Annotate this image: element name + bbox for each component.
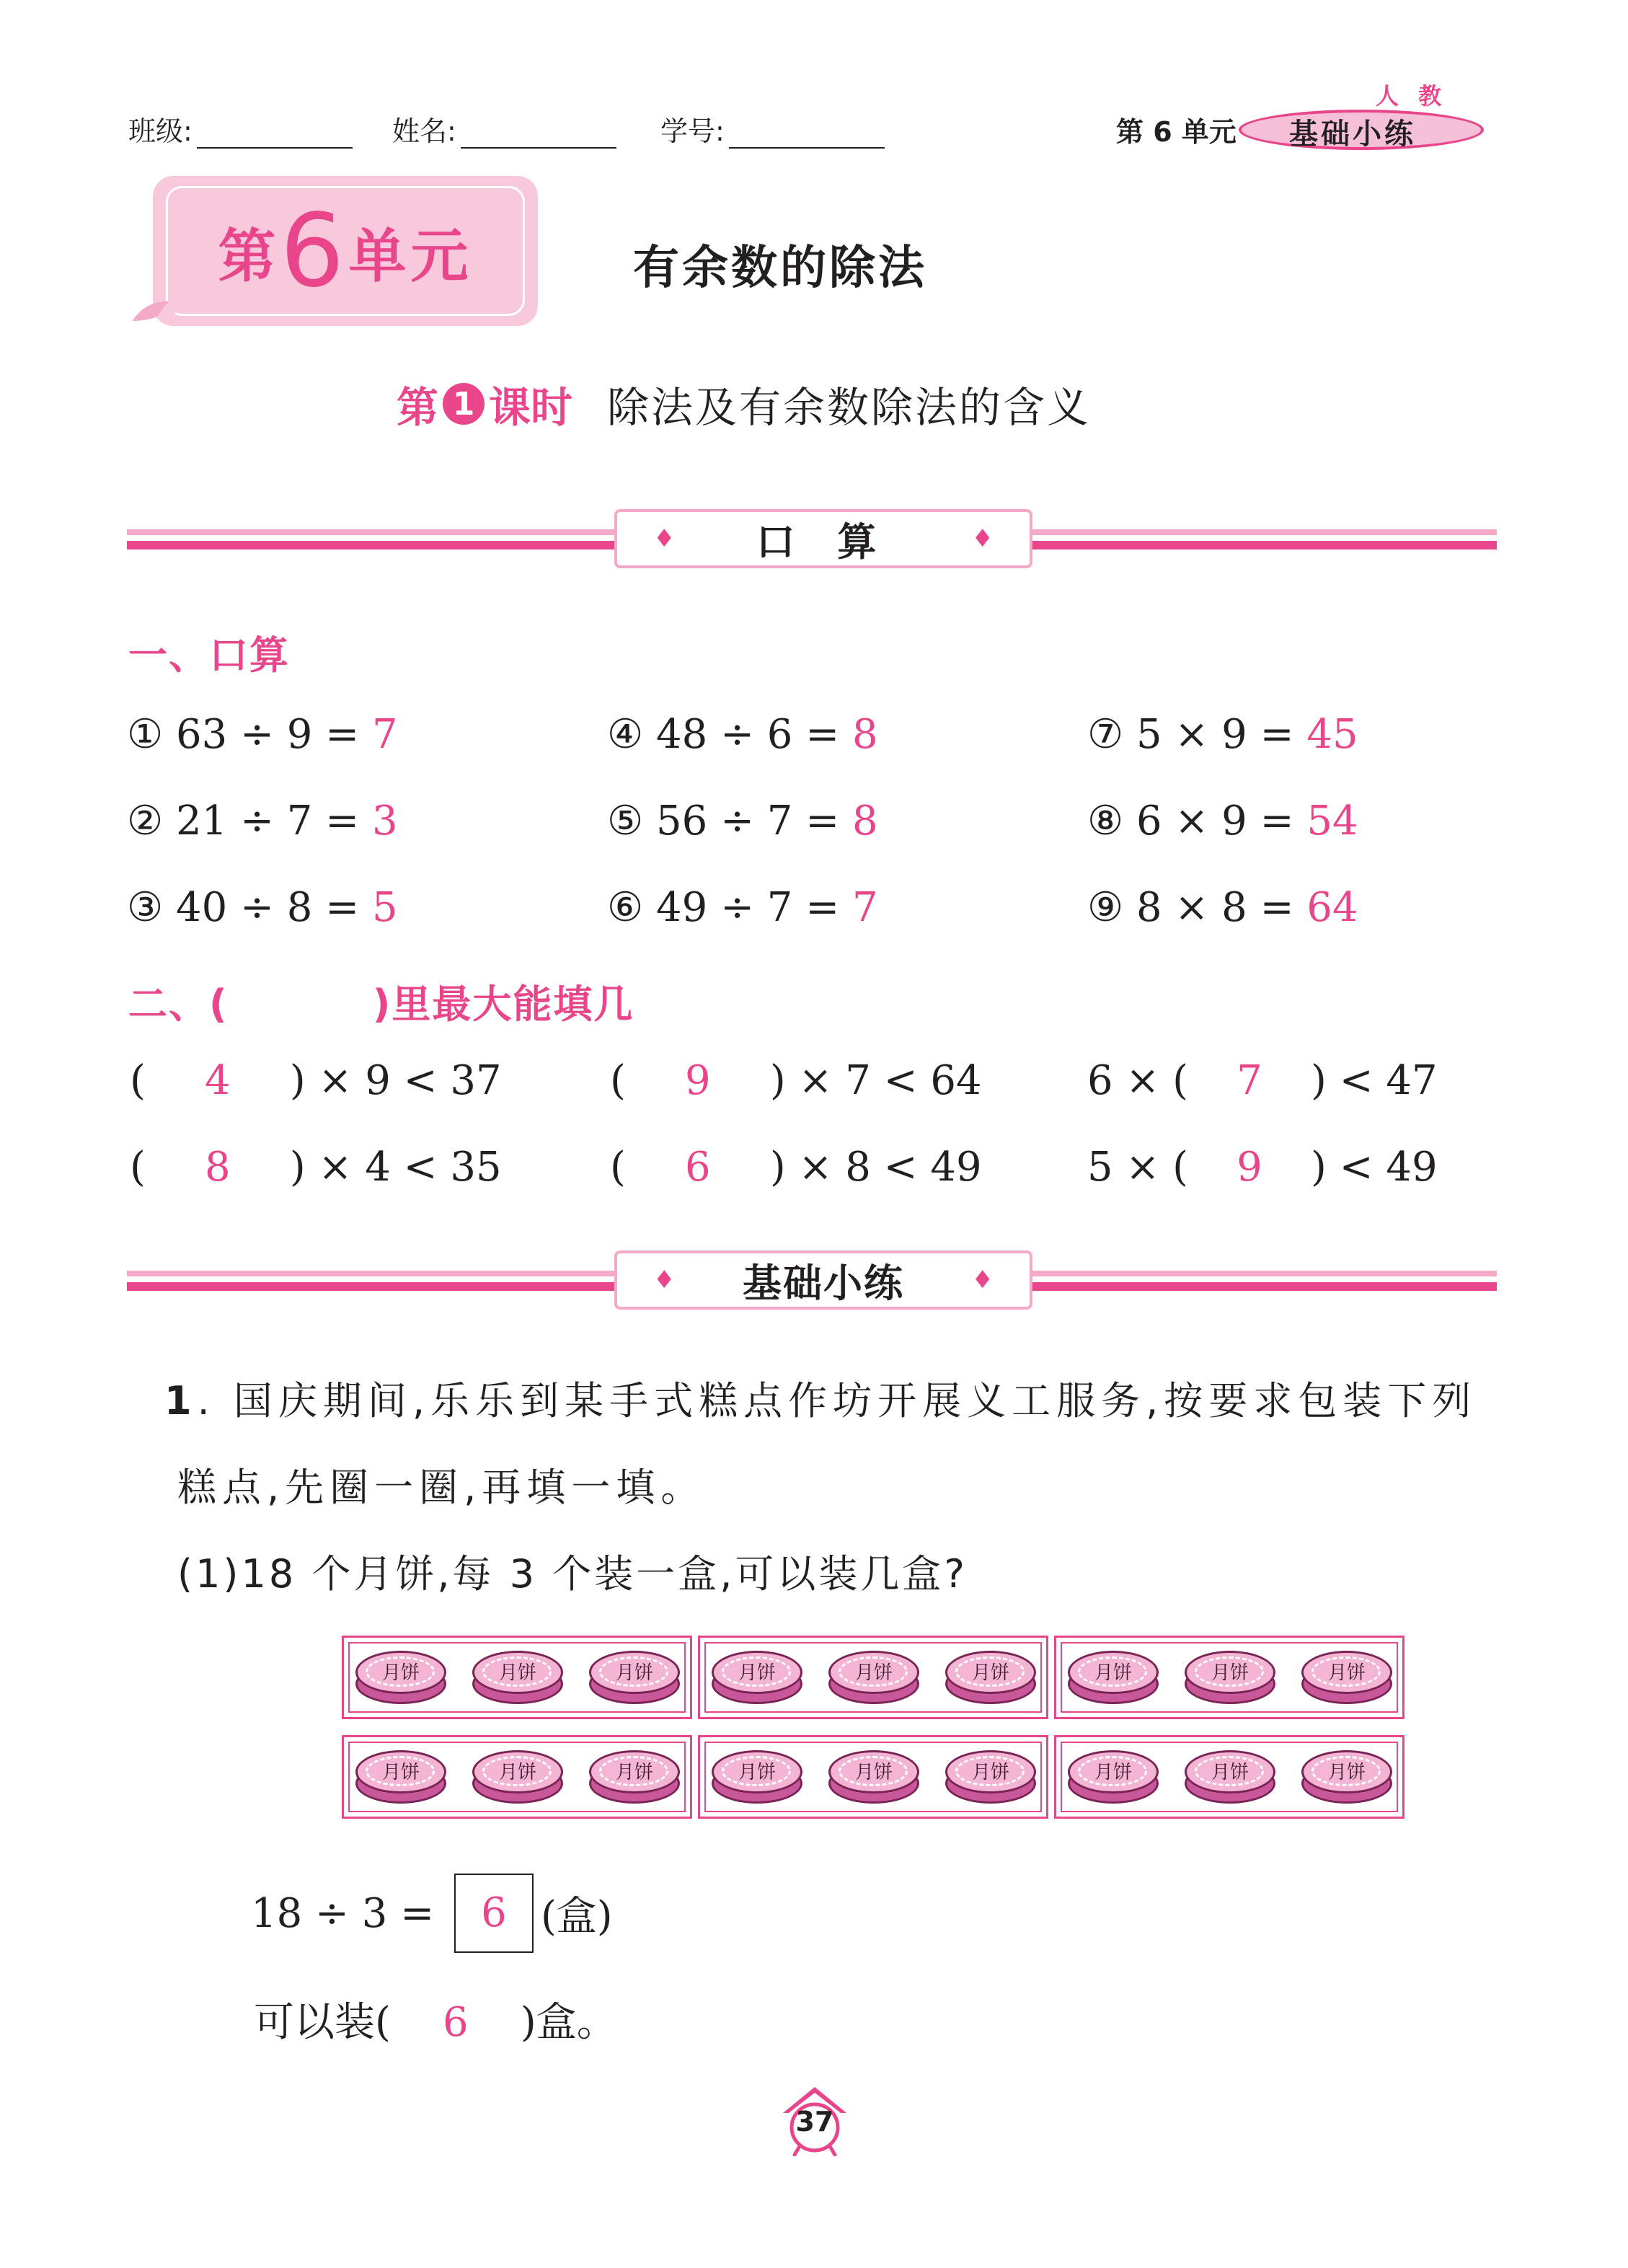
q1-item-2: ② 21 ÷ 7 = 3 (127, 798, 398, 844)
mooncake-label: 月饼 (738, 1762, 776, 1783)
mooncake-icon (944, 1648, 1038, 1707)
answer[interactable]: 9 (1237, 1144, 1262, 1191)
mooncake-icon (1066, 1648, 1160, 1707)
mooncake-label: 月饼 (1327, 1762, 1366, 1783)
q1-item-7: ⑦ 5 × 9 = 45 (1087, 711, 1358, 758)
q2-item-5: 6 × ( 7 ) < 47 (1087, 1057, 1438, 1104)
answer[interactable]: 6 (443, 1999, 469, 2046)
mooncake-group[interactable] (698, 1735, 1048, 1819)
mooncake-icon (1183, 1648, 1277, 1707)
equation-line: 18 ÷ 3 = 6 (盒) (251, 1874, 613, 1953)
q1-heading: 一、口算 (128, 632, 290, 678)
mooncake-group[interactable] (1054, 1636, 1404, 1719)
answer[interactable]: 3 (371, 798, 398, 844)
brand-logo (1239, 82, 1491, 151)
mooncake-icon (354, 1747, 448, 1806)
class-blank[interactable] (197, 147, 353, 149)
diamond-icon: ♦ (653, 1266, 676, 1294)
mooncake-label: 月饼 (615, 1762, 653, 1783)
mooncake-icon (1300, 1648, 1394, 1707)
q2-item-3: ( 9 ) × 7 < 64 (610, 1057, 982, 1104)
unit-prefix: 第 (218, 222, 280, 290)
number-blank[interactable] (729, 147, 885, 149)
answer[interactable]: 45 (1306, 711, 1358, 758)
page-number: 37 (795, 2106, 834, 2137)
answer[interactable]: 64 (1306, 884, 1358, 931)
mooncake-label: 月饼 (1094, 1662, 1132, 1684)
brand-top-text: 人 教 (1376, 82, 1448, 110)
mooncake-icon (1066, 1747, 1160, 1806)
q1-item-4: ④ 48 ÷ 6 = 8 (607, 711, 878, 758)
mooncake-label: 月饼 (498, 1762, 536, 1783)
mooncake-label: 月饼 (1327, 1662, 1366, 1684)
q2-item-4: ( 6 ) × 8 < 49 (610, 1144, 982, 1191)
answer[interactable]: 5 (371, 884, 398, 931)
q2-item-6: 5 × ( 9 ) < 49 (1087, 1144, 1438, 1191)
name-label: 姓名: (392, 115, 456, 147)
q1-item-5: ⑤ 56 ÷ 7 = 8 (607, 798, 878, 844)
section-title-basic: 基础小练 (743, 1260, 904, 1306)
q1-item-8: ⑧ 6 × 9 = 54 (1087, 798, 1358, 844)
unit-title: 有余数的除法 (633, 242, 927, 295)
mooncake-icon (354, 1648, 448, 1707)
mooncake-icon (1183, 1747, 1277, 1806)
name-field (392, 108, 616, 149)
mooncake-icon (827, 1648, 921, 1707)
mooncake-group[interactable] (1054, 1735, 1404, 1819)
q1-item-3: ③ 40 ÷ 8 = 5 (127, 884, 398, 931)
fill-sentence: 可以装( 6 )盒。 (254, 1999, 617, 2046)
name-blank[interactable] (461, 147, 616, 149)
mooncake-label: 月饼 (1211, 1662, 1249, 1684)
answer[interactable]: 54 (1306, 798, 1358, 844)
answer[interactable]: 7 (851, 884, 878, 931)
answer[interactable]: 4 (205, 1057, 231, 1104)
class-field (128, 108, 353, 149)
mooncake-icon (471, 1648, 565, 1707)
q2-item-2: ( 8 ) × 4 < 35 (130, 1144, 502, 1191)
answer[interactable]: 9 (685, 1057, 711, 1104)
problem-1-line-2: 糕点,先圈一圈,再填一填。 (177, 1465, 706, 1510)
q2-heading: 二、( )里最大能填几 (128, 981, 634, 1027)
diamond-icon: ♦ (971, 1266, 994, 1294)
answer[interactable]: 6 (685, 1144, 711, 1191)
answer[interactable]: 8 (205, 1144, 231, 1191)
lesson-heading (397, 374, 1091, 434)
mooncake-label: 月饼 (854, 1762, 893, 1783)
mooncake-label: 月饼 (381, 1662, 420, 1684)
mooncake-group[interactable] (698, 1636, 1048, 1719)
mooncake-group[interactable] (342, 1636, 692, 1719)
mooncake-label: 月饼 (738, 1662, 776, 1684)
brand-name: 基础小练 (1289, 118, 1416, 151)
unit-suffix: 单元 (348, 222, 473, 290)
mooncake-icon (588, 1648, 681, 1707)
lesson-prefix: 第 (397, 383, 439, 432)
mooncake-label: 月饼 (971, 1662, 1009, 1684)
header-unit-label: 第 6 单元 (1116, 116, 1237, 148)
answer[interactable]: 8 (851, 798, 878, 844)
class-label: 班级: (128, 115, 193, 147)
diamond-icon: ♦ (653, 524, 676, 553)
mooncake-group[interactable] (342, 1735, 692, 1819)
lesson-title: 除法及有余数除法的含义 (607, 383, 1092, 432)
mooncake-icon (588, 1747, 681, 1806)
leaf-icon (128, 288, 193, 332)
mooncake-icon (710, 1648, 804, 1707)
section-title-oral: 口 算 (756, 519, 891, 565)
mooncake-icon (710, 1747, 804, 1806)
answer[interactable]: 8 (851, 711, 878, 758)
section-bar-oral (127, 519, 1497, 565)
answer-box[interactable]: 6 (454, 1874, 534, 1953)
lesson-number: 1 (443, 383, 485, 425)
unit-badge (153, 176, 538, 326)
problem-1-line-1: 1. 国庆期间,乐乐到某手式糕点作坊开展义工服务,按要求包装下列 (164, 1378, 1477, 1424)
q2-item-1: ( 4 ) × 9 < 37 (130, 1057, 502, 1104)
q1-item-6: ⑥ 49 ÷ 7 = 7 (607, 884, 878, 931)
q1-item-9: ⑨ 8 × 8 = 64 (1087, 884, 1358, 931)
mooncake-label: 月饼 (854, 1662, 893, 1684)
q1-item-1: ① 63 ÷ 9 = 7 (127, 711, 398, 758)
mooncake-icon (944, 1747, 1038, 1806)
answer[interactable]: 7 (1237, 1057, 1262, 1104)
diamond-icon: ♦ (971, 524, 994, 553)
unit-number: 6 (280, 192, 349, 310)
mooncake-label: 月饼 (1211, 1762, 1249, 1783)
mooncake-label: 月饼 (971, 1762, 1009, 1783)
mooncake-label: 月饼 (498, 1662, 536, 1684)
mooncake-label: 月饼 (615, 1662, 653, 1684)
answer[interactable]: 7 (371, 711, 398, 758)
mooncake-icon (1300, 1747, 1394, 1806)
number-label: 学号: (660, 115, 725, 147)
mooncake-icon (827, 1747, 921, 1806)
mooncake-label: 月饼 (1094, 1762, 1132, 1783)
section-bar-basic (127, 1260, 1497, 1306)
mooncake-icon (471, 1747, 565, 1806)
mooncake-label: 月饼 (381, 1762, 420, 1783)
problem-1-sub-1: (1)18 个月饼,每 3 个装一盒,可以装几盒? (177, 1551, 968, 1597)
lesson-suffix: 课时 (489, 383, 573, 432)
number-field (660, 108, 885, 149)
problem-number: 1 (164, 1378, 198, 1424)
